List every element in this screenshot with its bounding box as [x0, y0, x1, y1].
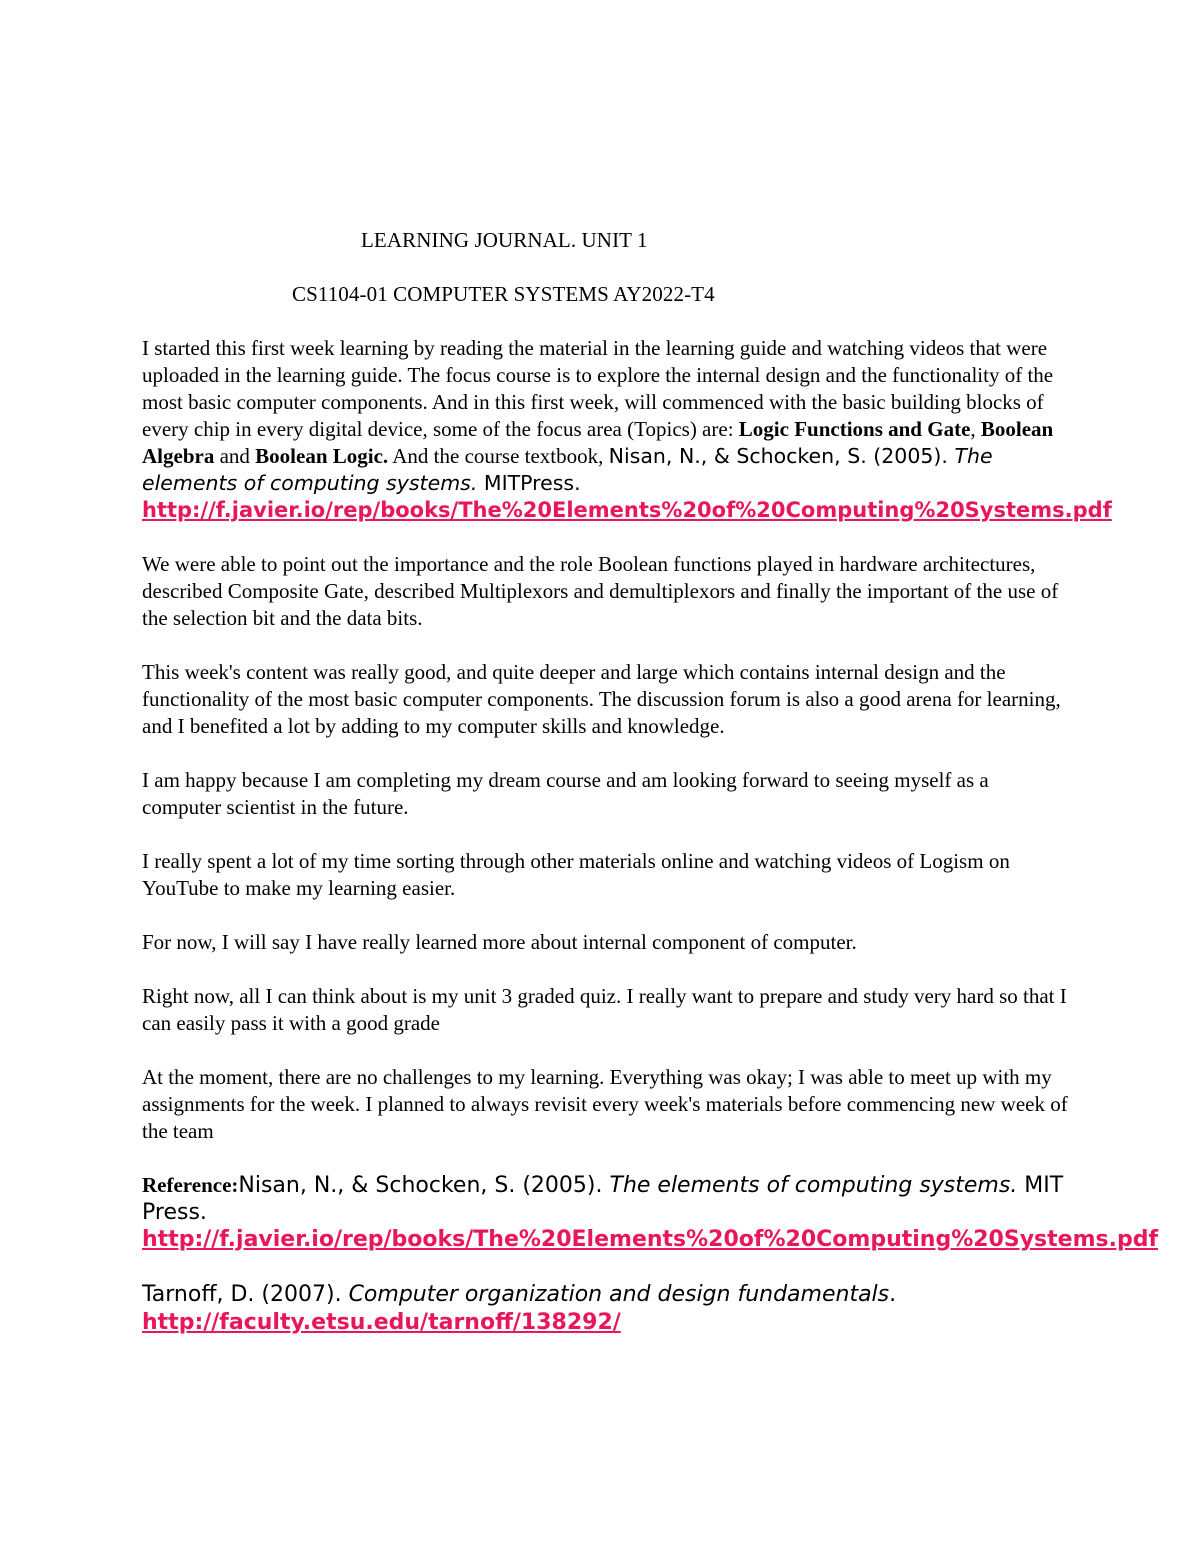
- topic-separator: and: [214, 444, 256, 468]
- citation-title: The elements of computing systems.: [142, 444, 993, 495]
- textbook-intro: And the course textbook,: [388, 444, 609, 468]
- citation-publisher: MITPress.: [477, 471, 581, 495]
- course-title: CS1104-01 COMPUTER SYSTEMS AY2022-T4: [292, 282, 715, 306]
- ref2-period: .: [889, 1282, 897, 1307]
- paragraph-learned: For now, I will say I have really learned more about internal component of computer.: [142, 930, 857, 954]
- paragraph-graded-quiz: Right now, all I can think about is my unit 3 graded quiz. I really want to prepare and study very hard so that I can easily pass it with a good grade: [142, 984, 1067, 1035]
- ref2-title: Computer organization and design fundamentals: [348, 1282, 890, 1307]
- journal-body: [142, 335, 1159, 1363]
- topic-logic-functions: Logic Functions and Gate: [738, 417, 971, 441]
- ref2-authors: Tarnoff, D. (2007).: [142, 1282, 349, 1307]
- reference-entry-tarnoff: [142, 1280, 1072, 1336]
- ref1-publisher: MIT Press.: [142, 1173, 1064, 1225]
- paragraph-online-materials: I really spent a lot of my time sorting through other materials online and watching videos of Logism on YouTube to make my learning easier.: [142, 849, 1010, 900]
- topic-separator: ,: [970, 417, 981, 441]
- ref1-link[interactable]: http://f.javier.io/rep/books/The%20Elements%20of%20Computing%20Systems.pdf: [142, 1227, 1159, 1252]
- ref2-link[interactable]: http://faculty.etsu.edu/tarnoff/138292/: [142, 1310, 621, 1335]
- ref1-title: The elements of computing systems.: [609, 1173, 1018, 1198]
- intro-paragraph: [142, 335, 1112, 524]
- textbook-link[interactable]: http://f.javier.io/rep/books/The%20Elements%20of%20Computing%20Systems.pdf: [142, 498, 1112, 522]
- reference-entry-nisan: [142, 1172, 1159, 1253]
- citation-authors: Nisan, N., & Schocken, S. (2005).: [608, 444, 955, 468]
- paragraph-boolean-functions: We were able to point out the importance and the role Boolean functions played in hardware architectures, described Composite Gate, described Multiplexors and demultiplexors and finally the important of the use of the selection bit and the data bits.: [142, 552, 1059, 630]
- paragraph-challenges: At the moment, there are no challenges to my learning. Everything was okay; I was able to meet up with my assignments for the week. I planned to always revisit every week's materials before commencing new week of the team: [142, 1065, 1068, 1143]
- topic-boolean-logic: Boolean Logic.: [255, 444, 389, 468]
- intro-text: I started this first week learning by reading the material in the learning guide and watching videos that were uploaded in the learning guide. The focus course is to explore the internal design and the functionality of the most basic computer components. And in this first week, will commenced with the basic building blocks of every chip in every digital device, some of the focus area (Topics) are:: [142, 336, 1054, 441]
- topic-boolean-algebra: Boolean Algebra: [142, 417, 1054, 468]
- paragraph-week-content: This week's content was really good, and quite deeper and large which contains internal design and the functionality of the most basic computer components. The discussion forum is also a good arena for learning, and I benefited a lot by adding to my computer skills and knowledge.: [142, 660, 1061, 738]
- reference-label: Reference:: [142, 1173, 239, 1197]
- journal-title: LEARNING JOURNAL. UNIT 1: [361, 228, 648, 252]
- ref1-authors: Nisan, N., & Schocken, S. (2005).: [238, 1173, 610, 1198]
- paragraph-dream-course: I am happy because I am completing my dream course and am looking forward to seeing myself as a computer scientist in the future.: [142, 768, 989, 819]
